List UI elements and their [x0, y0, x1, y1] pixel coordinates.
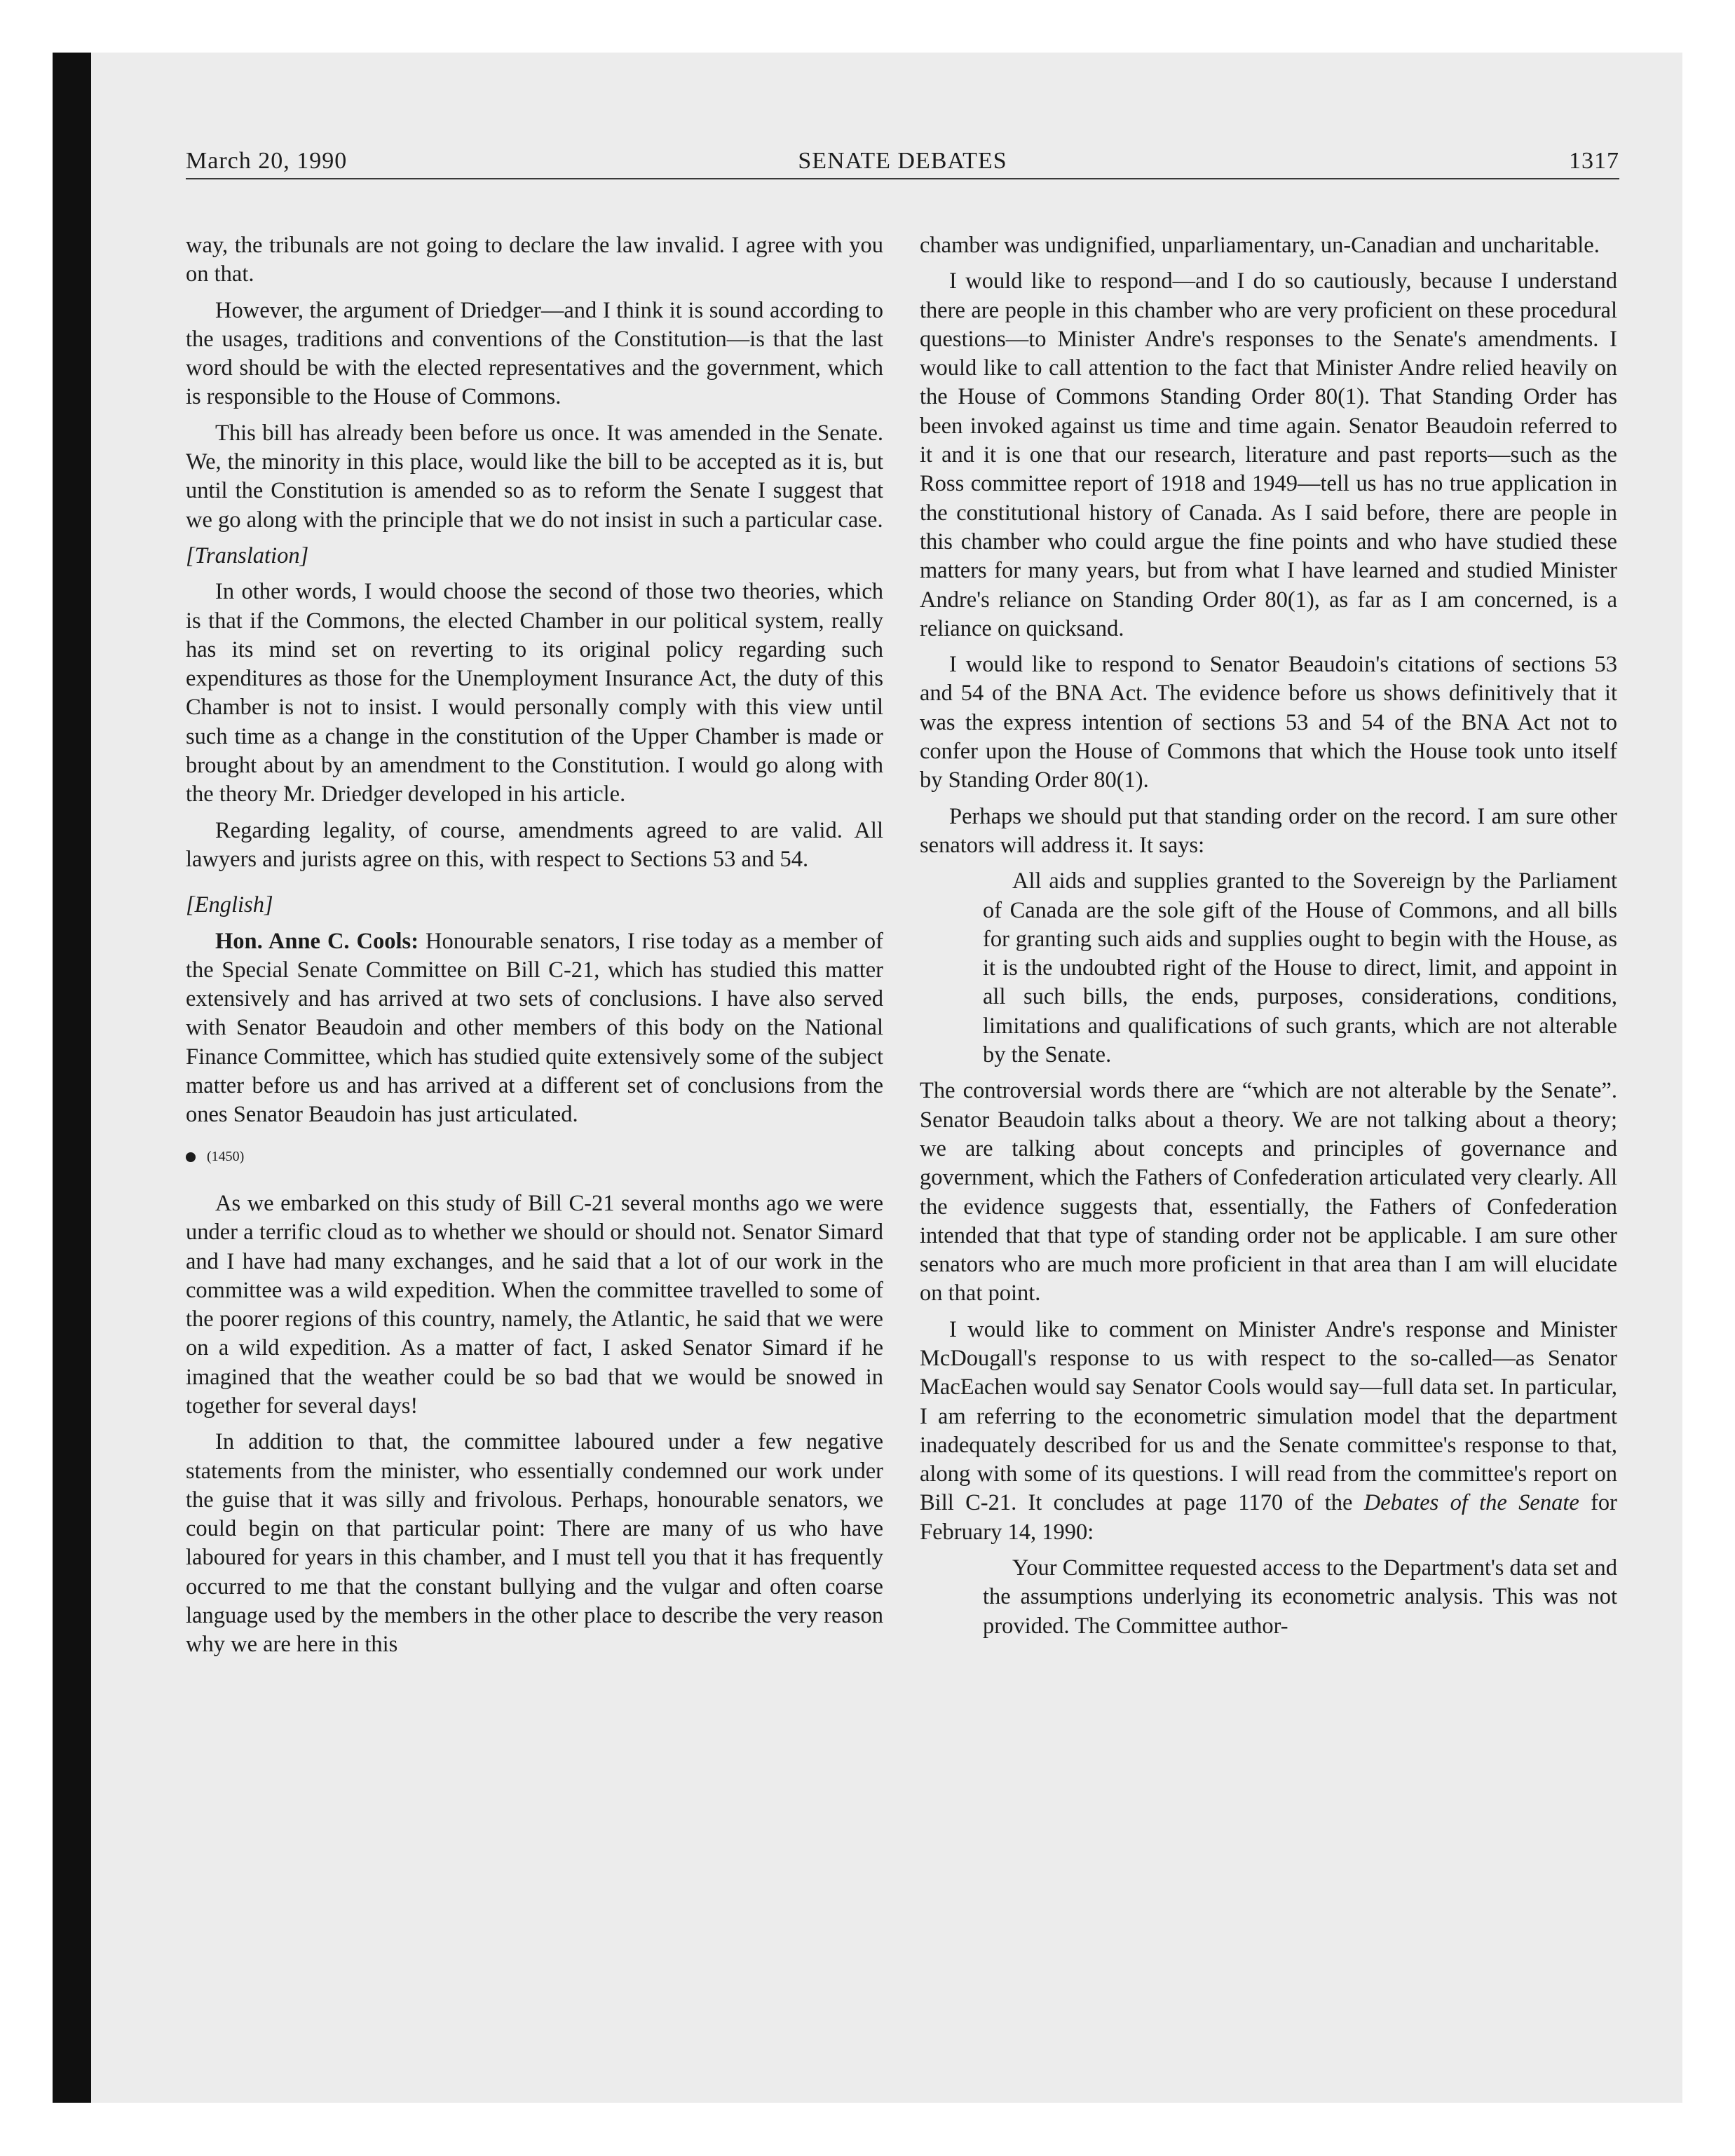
time-marker [186, 1142, 883, 1171]
paragraph: However, the argument of Driedger—and I think it is sound according to the usages, traditions and conventions of the Constitution—is that the last word should be with the elected representatives and the government, which is responsible to the House of Commons. [186, 297, 883, 410]
paragraph: way, the tribunals are not going to declare the law invalid. I agree with you on that. [186, 233, 883, 287]
block-quote [983, 1554, 1617, 1641]
header-title: SENATE DEBATES [798, 148, 1007, 174]
paragraph: I would like to respond to Senator Beaudoin's citations of sections 53 and 54 of the BNA Act. The evidence before us shows definitively that it was the express intention of sections 53 and 54 of the BNA Act not to confer upon the House of Commons that which the House took unto itself by Standing Order 80(1). [920, 652, 1617, 793]
english-label: [English] [186, 892, 273, 918]
header-date: March 20, 1990 [186, 148, 348, 174]
time-marker-text: (1450) [207, 1148, 245, 1164]
speaker-paragraph [186, 927, 883, 1130]
paragraph: chamber was undignified, unparliamentary, un-Canadian and uncharitable. [920, 233, 1600, 258]
quote-text: Your Committee requested access to the Department's data set and the assumptions underlying its econometric analysis. This was not provided. The Committee author- [983, 1555, 1617, 1639]
quote-text: All aids and supplies granted to the Sovereign by the Parliament of Canada are the sole gift of the House of Commons, and all bills for granting such aids and supplies ought to begin with the House, as it is the undoubted right of the House to direct, limit, and appoint in all such bills, the ends, purposes, considerations, conditions, limitations and qualifications of such grants, which are not alterable by the Senate. [983, 868, 1617, 1068]
paragraph: The controversial words there are “which are not alterable by the Senate”. Senator Beaudoin talks about a theory. We are not talking about a theory; we are talking about concepts and principles of governance and government, which the Fathers of Confederation articulated very clearly. All the evidence suggests that, essentially, the Fathers of Confederation intended that that type of standing order not be applicable. I am sure other senators who are much more proficient in that area than I am will elucidate on that point. [920, 1078, 1617, 1306]
left-column [186, 231, 883, 1667]
right-column [920, 231, 1617, 1648]
paragraph-text: Honourable senators, I rise today as a member of the Special Senate Committee on Bill C-21, which has studied this matter extensively and has arrived at two sets of conclusions. I have also served with Senator Beaudoin and other members of this body on the National Finance Committee, which has studied quite extensively some of the subject matter before us and has arrived at a different set of conclusions from the ones Senator Beaudoin has just articulated. [186, 928, 883, 1128]
paragraph: Regarding legality, of course, amendments agreed to are valid. All lawyers and jurists agree on this, with respect to Sections 53 and 54. [186, 817, 883, 872]
bullet-icon [186, 1152, 196, 1162]
scan-binding-edge [53, 53, 91, 2103]
paragraph: This bill has already been before us once. It was amended in the Senate. We, the minority in this place, would like the bill to be accepted as it is, but until the Constitution is amended so as to reform the Senate I suggest that we go along with the principle that we do not insist in such a particular case. [186, 420, 883, 533]
publication-title: Debates of the Senate [1363, 1490, 1579, 1516]
paragraph-text: I would like to comment on Minister Andre's response and Minister McDougall's response to us with respect to the so-called—as Senator MacEachen would say Senator Cools would say—full data set. In particular, I am referring to the econometric simulation model that the department inadequately described for us and the Senate committee's response to that, along with some of its questions. I will read from the committee's report on Bill C-21. It concludes at page 1170 of the [920, 1316, 1617, 1516]
paragraph: I would like to respond—and I do so cautiously, because I understand there are people in this chamber who are very proficient on these procedural questions—to Minister Andre's responses to the Senate's amendments. I would like to call attention to the fact that Minister Andre relied heavily on the House of Commons Standing Order 80(1). That Standing Order has been invoked against us time and time again. Senator Beaudoin referred to it and it is one that our research, literature and past reports—such as the Ross committee report of 1918 and 1949—tell us has no true application in the constitutional history of Canada. As I said before, there are people in this chamber who could argue the fine points and who have studied these matters for many years, but from what I have learned and studied Minister Andre's reliance on Standing Order 80(1), as far as I am concerned, is a reliance on quicksand. [920, 268, 1617, 641]
paragraph: Perhaps we should put that standing order on the record. I am sure other senators will address it. It says: [920, 803, 1617, 858]
block-quote [983, 867, 1617, 1070]
paragraph: In other words, I would choose the second of those two theories, which is that if the Commons, the elected Chamber in our political system, really has its mind set on reverting to its original policy regarding such expenditures as those for the Unemployment Insurance Act, the duty of this Chamber is not to insist. I would personally comply with this view until such time as a change in the constitution of the Upper Chamber is made or brought about by an amendment to the Constitution. I would go along with the theory Mr. Driedger developed in his article. [186, 579, 883, 807]
translation-label: [Translation] [186, 543, 309, 568]
header-page-number: 1317 [1569, 148, 1619, 174]
paragraph [920, 1316, 1617, 1547]
speaker-name: Hon. Anne C. Cools: [215, 928, 419, 954]
paragraph-text-end: for February 14, 1990: [920, 1490, 1617, 1545]
page-header [186, 147, 1619, 179]
paragraph: As we embarked on this study of Bill C-21 several months ago we were under a terrific cloud as to whether we should or should not. Senator Simard and I have had many exchanges, and he said that a lot of our work in the committee was a wild expedition. When the committee travelled to some of the poorer regions of this country, namely, the Atlantic, he said that we were on a wild expedition. As a matter of fact, I asked Senator Simard if he imagined that the weather could be so bad that we would be snowed in together for several days! [186, 1190, 883, 1419]
paragraph: In addition to that, the committee laboured under a few negative statements from the minister, who essentially condemned our work under the guise that it was silly and frivolous. Perhaps, honourable senators, we could begin on that particular point: There are many of us who have laboured for years in this chamber, and I must tell you that it has frequently occurred to me that the constant bullying and the vulgar and often coarse language used by the members in the other place to describe the very reason why we are here in this [186, 1429, 883, 1658]
